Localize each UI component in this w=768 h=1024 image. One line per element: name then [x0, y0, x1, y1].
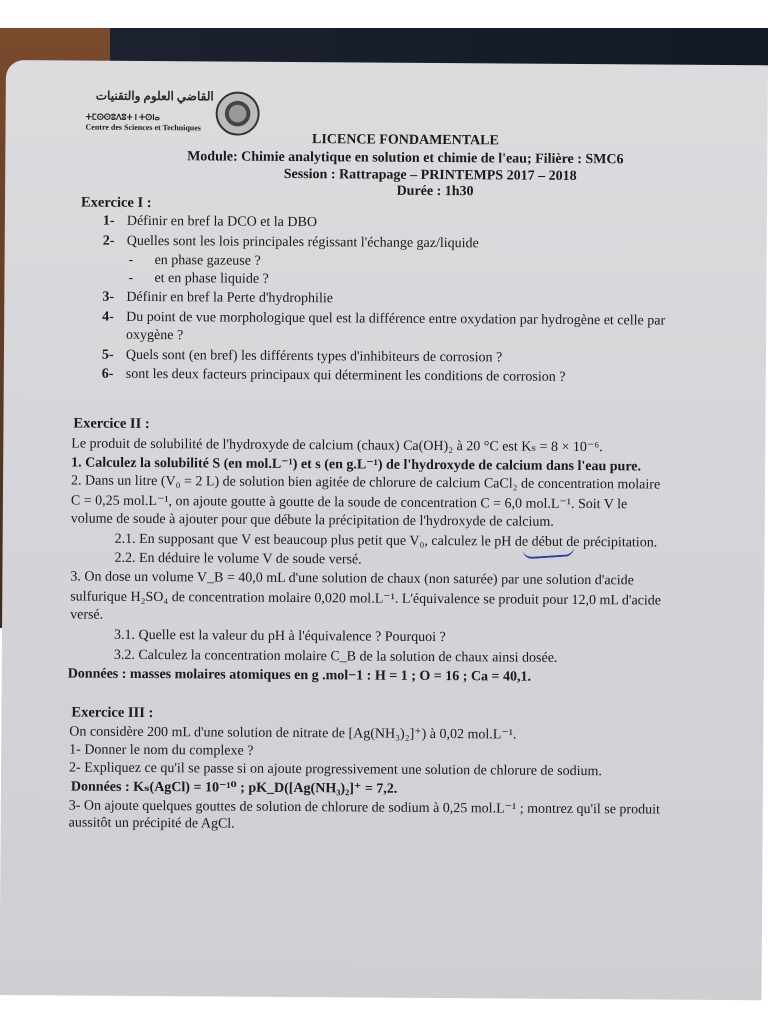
ex3-q3-line2: aussitôt un précipité de AgCl. [68, 815, 235, 832]
ex1-item-2a: - en phase gazeuse ? [128, 252, 261, 269]
duration-line: Durée : 1h30 [396, 183, 474, 200]
ex2-q1: 1. Calculez la solubilité S (en mol.L⁻¹) et s (en g.L⁻¹) de l'hydroxyde de calcium dans l'eau pure. [71, 455, 642, 475]
ex1-item-1: 1- Définir en bref la DCO et la DBO [102, 213, 318, 231]
exam-sheet [0, 60, 768, 1000]
ex3-q1: 1- Donner le nom du complexe ? [69, 742, 254, 759]
pen-underline [522, 546, 575, 559]
module-line: Module: Chimie analytique en solution et chimie de l'eau; Filière : SMC6 [187, 149, 624, 168]
ex1-item-5: 5- Quels sont (en bref) les différents types d'inhibiteurs de corrosion ? [101, 347, 503, 366]
ex2-q3-1: 3.1. Quelle est la valeur du pH à l'équivalence ? Pourquoi ? [113, 627, 446, 646]
ex1-item-2: 2- Quelles sont les lois principales régissant l'échange gaz/liquide [102, 233, 479, 252]
ex3-donnees: Données : Kₛ(AgCl) = 10⁻¹⁰ ; pK_D([Ag(NH₃)₂]⁺ = 7,2. [70, 779, 398, 797]
exercise-1-title: Exercice I : [80, 194, 152, 212]
ex2-q2-line1: 2. Dans un litre (V₀ = 2 L) de solution bien agitée de chlorure de calcium CaCl₂ de concentration molaire [71, 473, 661, 493]
ex2-q3-line1: 3. On dose un volume V_B = 40,0 mL d'une solution de chaux (non saturée) par une solution d'acide [70, 569, 634, 589]
exercise-2-title: Exercice II : [73, 415, 150, 433]
ex2-q2-line2: C = 0,25 mol.L⁻¹, on ajoute goutte à goutte de la soude de concentration C = 6,0 mol.L⁻¹. Soit V le [70, 493, 628, 513]
licence-title: LICENCE FONDAMENTALE [311, 132, 499, 149]
ex3-q3-line1: 3- On ajoute quelques gouttes de solution de chlorure de sodium à 0,25 mol.L⁻¹ ; montrez qu'il se produit [68, 798, 660, 818]
ex1-item-6: 6- sont les deux facteurs principaux qui déterminent les conditions de corrosion ? [101, 366, 566, 385]
ex2-q2-2: 2.2. En déduire le volume V de soude versé. [114, 550, 362, 568]
ex2-intro: Le produit de solubilité de l'hydroxyde de calcium (chaux) Ca(OH)₂ à 20 °C est Kₛ = 8 × 10⁻⁶. [71, 436, 603, 456]
ex3-intro: On considère 200 mL d'une solution de nitrate de [Ag(NH₃)₂]⁺) à 0,02 mol.L⁻¹. [69, 724, 517, 743]
ex1-item-4-cont: oxygène ? [126, 327, 184, 344]
ex2-q3-2: 3.2. Calculez la concentration molaire C_B de la solution de chaux ainsi dosée. [113, 647, 558, 666]
ex2-q2-1: 2.1. En supposant que V est beaucoup plus petit que V₀, calculez le pH de début de précipitation. [114, 531, 658, 551]
exercise-3-title: Exercice III : [71, 704, 154, 722]
ex1-item-4: 4- Du point de vue morphologique quel est la différence entre oxydation par hydrogène et celle par [102, 309, 666, 329]
ex2-donnees: Données : masses molaires atomiques en g .mol−1 : H = 1 ; O = 16 ; Ca = 40,1. [67, 666, 532, 685]
ex1-item-3: 3- Définir en bref la Perte d'hydrophilie [102, 289, 334, 307]
ex2-q3-line2: sulfurique H₂SO₄ de concentration molaire 0,020 mol.L⁻¹. L'équivalence se produit pour 12,0 mL d'acide [70, 589, 662, 609]
logo-tifinagh-text: ⵜⵎⵙⵙⵓⴷⵓⵜ ⵏ ⵜⵙⵏⴰ [85, 112, 160, 123]
ex2-q3-line3: versé. [70, 607, 104, 623]
logo-arabic-text: القاضي العلوم والتقنيات [95, 88, 214, 104]
session-line: Session : Rattrapage – PRINTEMPS 2017 – 2018 [283, 166, 577, 184]
ex2-q2-line3: volume de soude à ajouter pour que débute la précipitation de l'hydroxyde de calcium. [70, 511, 554, 530]
logo-french-text: Centre des Sciences et Techniques [85, 122, 201, 133]
ex1-item-2b: - et en phase liquide ? [128, 270, 269, 287]
seal-icon [215, 91, 259, 135]
ex3-q2: 2- Expliquez ce qu'il se passe si on ajoute progressivement une solution de chlorure de sodium. [69, 760, 602, 780]
